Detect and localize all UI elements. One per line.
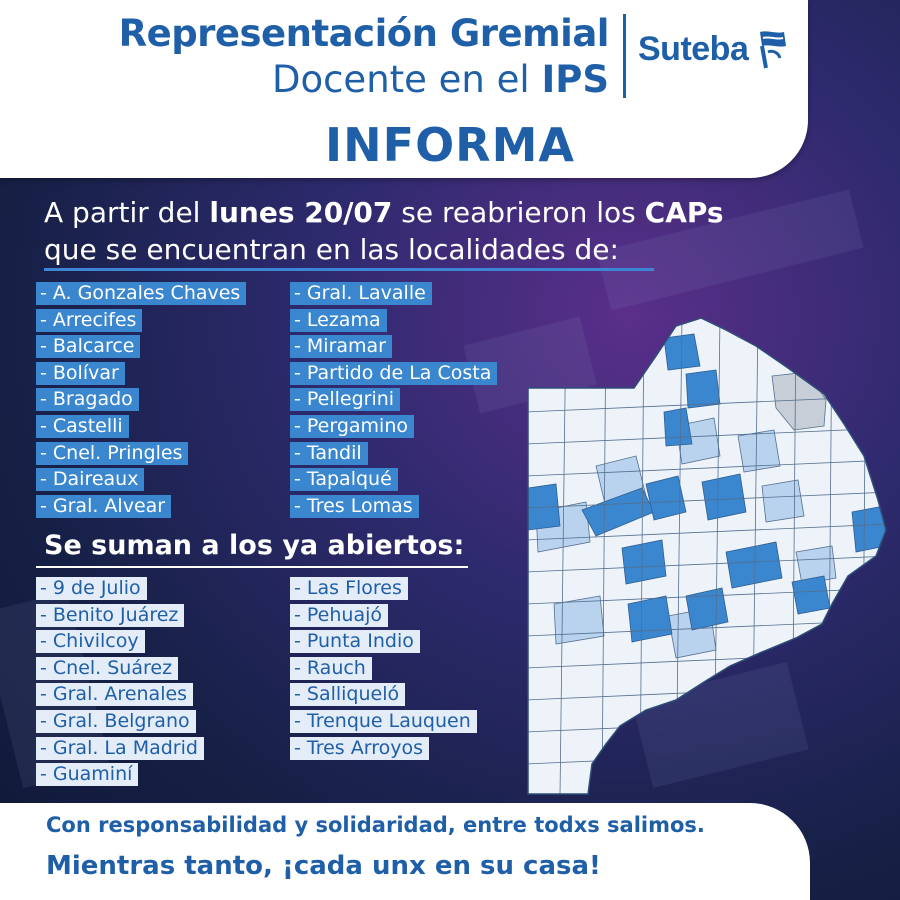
title-line-1: Representación Gremial xyxy=(118,12,609,55)
locality-label: - Rauch xyxy=(290,657,372,680)
reopened-list-col1 xyxy=(36,282,246,521)
locality-item xyxy=(290,362,497,389)
locality-item xyxy=(290,630,477,657)
map-district xyxy=(622,540,666,584)
locality-item xyxy=(36,442,246,469)
locality-item xyxy=(290,737,477,764)
locality-item xyxy=(36,468,246,495)
locality-item xyxy=(36,577,204,604)
locality-item xyxy=(290,442,497,469)
title-line-2-prefix: Docente en el xyxy=(271,58,542,101)
locality-label: - Punta Indio xyxy=(290,630,420,653)
locality-label: - A. Gonzales Chaves xyxy=(36,282,246,305)
locality-item xyxy=(290,710,477,737)
locality-item xyxy=(290,335,497,362)
intro-text-a: A partir del xyxy=(44,196,210,229)
footer-line-1: Con responsabilidad y solidaridad, entre todxs salimos. xyxy=(46,813,705,837)
locality-item xyxy=(36,710,204,737)
buenos-aires-province-map xyxy=(526,316,890,796)
reopened-list-col2 xyxy=(290,282,497,521)
locality-label: - Bolívar xyxy=(36,362,125,385)
locality-item xyxy=(36,282,246,309)
locality-label: - Benito Juárez xyxy=(36,604,184,627)
locality-label: - Miramar xyxy=(290,335,392,358)
already-open-list-col1 xyxy=(36,577,204,790)
intro-line-2: que se encuentran en las localidades de: xyxy=(44,233,619,266)
locality-label: - Tapalqué xyxy=(290,468,398,491)
intro-line-1 xyxy=(44,196,724,229)
locality-item xyxy=(36,683,204,710)
locality-item xyxy=(290,309,497,336)
title-line-2 xyxy=(44,58,609,101)
map-district xyxy=(686,370,720,408)
suteba-flag-icon xyxy=(754,28,790,72)
title-informa: INFORMA xyxy=(325,118,575,172)
title-line-2-bold: IPS xyxy=(541,58,609,101)
intro-caps: CAPs xyxy=(644,196,724,229)
intro-underline xyxy=(44,268,654,271)
locality-item xyxy=(36,335,246,362)
locality-label: - Gral. Belgrano xyxy=(36,710,196,733)
map-district xyxy=(554,596,604,644)
map-district xyxy=(762,480,804,522)
locality-item xyxy=(290,415,497,442)
locality-item xyxy=(36,388,246,415)
locality-label: - Partido de La Costa xyxy=(290,362,497,385)
map-district xyxy=(628,596,672,642)
locality-label: - Gral. La Madrid xyxy=(36,737,204,760)
locality-label: - Castelli xyxy=(36,415,129,438)
header-divider xyxy=(623,14,626,98)
locality-item xyxy=(36,630,204,657)
locality-item xyxy=(290,577,477,604)
locality-item xyxy=(36,362,246,389)
locality-item xyxy=(290,683,477,710)
already-open-list-col2 xyxy=(290,577,477,763)
locality-item xyxy=(290,657,477,684)
locality-label: - Daireaux xyxy=(36,468,144,491)
locality-item xyxy=(36,737,204,764)
locality-label: - Gral. Lavalle xyxy=(290,282,432,305)
locality-label: - Cnel. Suárez xyxy=(36,657,178,680)
locality-item xyxy=(36,604,204,631)
locality-item xyxy=(36,415,246,442)
locality-label: - Gral. Alvear xyxy=(36,495,171,518)
locality-label: - Salliqueló xyxy=(290,683,405,706)
locality-label: - 9 de Julio xyxy=(36,577,147,600)
section-underline xyxy=(36,566,468,568)
locality-item xyxy=(290,495,497,522)
locality-item xyxy=(36,309,246,336)
locality-label: - Cnel. Pringles xyxy=(36,442,188,465)
locality-label: - Trenque Lauquen xyxy=(290,710,477,733)
map-district xyxy=(792,576,830,614)
locality-label: - Chivilcoy xyxy=(36,630,145,653)
locality-item xyxy=(290,468,497,495)
section-heading-already-open: Se suman a los ya abiertos: xyxy=(44,530,465,561)
brand-logo-text: Suteba xyxy=(638,30,749,68)
locality-label: - Bragado xyxy=(36,388,139,411)
locality-item xyxy=(36,495,246,522)
map-district xyxy=(702,474,746,520)
intro-text-b: se reabrieron los xyxy=(392,196,645,229)
footer-line-2: Mientras tanto, ¡cada unx en su casa! xyxy=(46,851,601,881)
locality-label: - Lezama xyxy=(290,309,387,332)
locality-label: - Tres Lomas xyxy=(290,495,419,518)
locality-label: - Gral. Arenales xyxy=(36,683,193,706)
locality-item xyxy=(290,282,497,309)
locality-label: - Pellegrini xyxy=(290,388,400,411)
locality-item xyxy=(290,604,477,631)
locality-item xyxy=(290,388,497,415)
locality-label: - Balcarce xyxy=(36,335,140,358)
locality-label: - Pehuajó xyxy=(290,604,388,627)
locality-label: - Pergamino xyxy=(290,415,414,438)
locality-label: - Arrecifes xyxy=(36,309,142,332)
locality-label: - Tandil xyxy=(290,442,368,465)
locality-label: - Tres Arroyos xyxy=(290,737,429,760)
locality-item xyxy=(36,657,204,684)
locality-label: - Guaminí xyxy=(36,763,138,786)
locality-item xyxy=(36,763,204,790)
map-district xyxy=(686,588,728,630)
intro-date: lunes 20/07 xyxy=(209,196,393,229)
locality-label: - Las Flores xyxy=(290,577,408,600)
